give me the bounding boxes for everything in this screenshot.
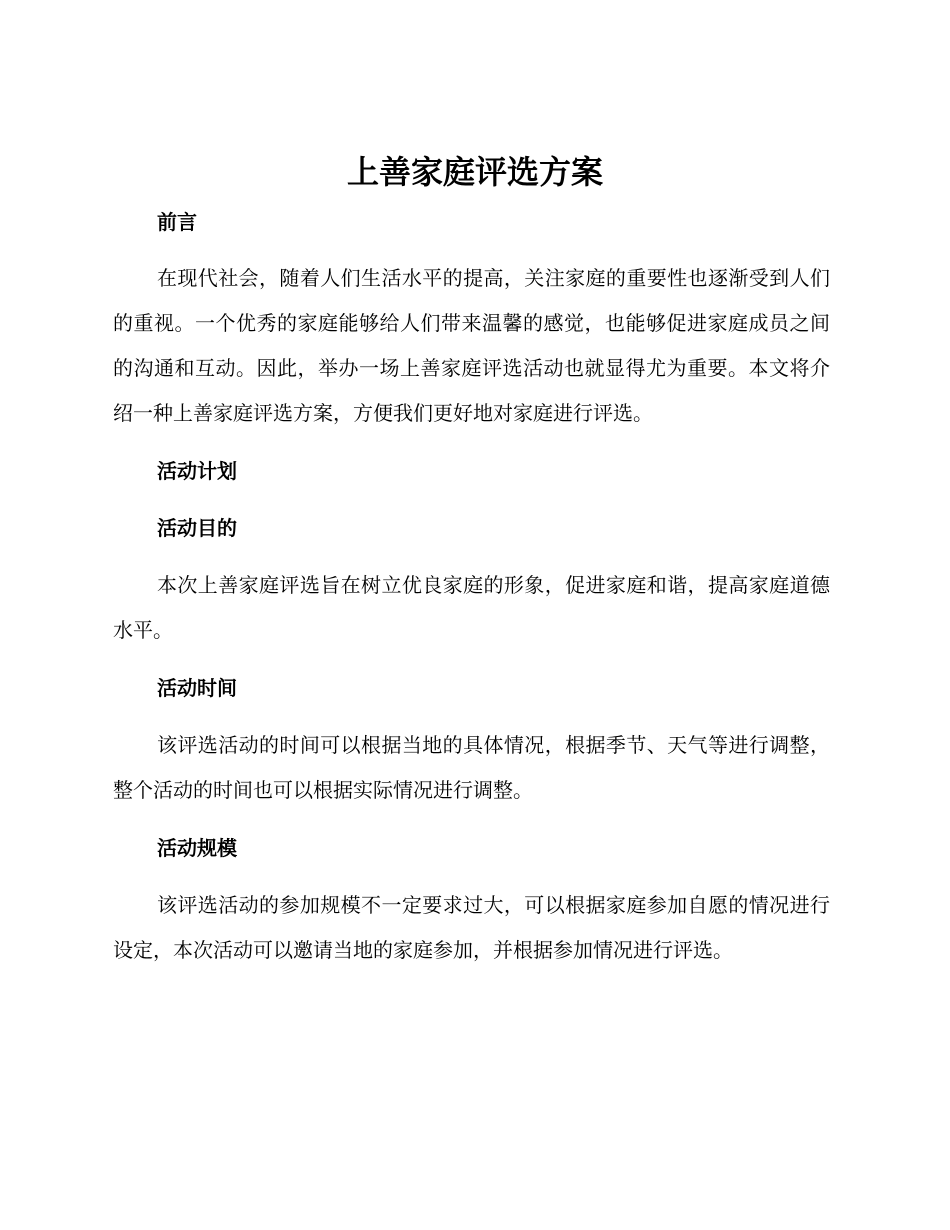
time-paragraph: 该评选活动的时间可以根据当地的具体情况，根据季节、天气等进行调整，整个活动的时间也可以根据实际情况进行调整。 — [113, 733, 830, 802]
time-heading: 活动时间 — [157, 676, 237, 700]
scale-paragraph: 该评选活动的参加规模不一定要求过大，可以根据家庭参加自愿的情况进行设定，本次活动可以邀请当地的家庭参加，并根据参加情况进行评选。 — [113, 893, 830, 962]
preface-heading: 前言 — [157, 210, 197, 234]
scale-heading: 活动规模 — [157, 836, 237, 860]
purpose-paragraph: 本次上善家庭评选旨在树立优良家庭的形象，促进家庭和谐，提高家庭道德水平。 — [113, 573, 830, 642]
preface-paragraph: 在现代社会，随着人们生活水平的提高，关注家庭的重要性也逐渐受到人们的重视。一个优秀的家庭能够给人们带来温馨的感觉，也能够促进家庭成员之间的沟通和互动。因此，举办一场上善家庭评选活动也就显得尤为重要。本文将介绍一种上善家庭评选方案，方便我们更好地对家庭进行评选。 — [113, 266, 830, 425]
plan-heading: 活动计划 — [157, 459, 237, 483]
document-title: 上善家庭评选方案 — [346, 153, 603, 191]
purpose-heading: 活动目的 — [157, 516, 237, 540]
